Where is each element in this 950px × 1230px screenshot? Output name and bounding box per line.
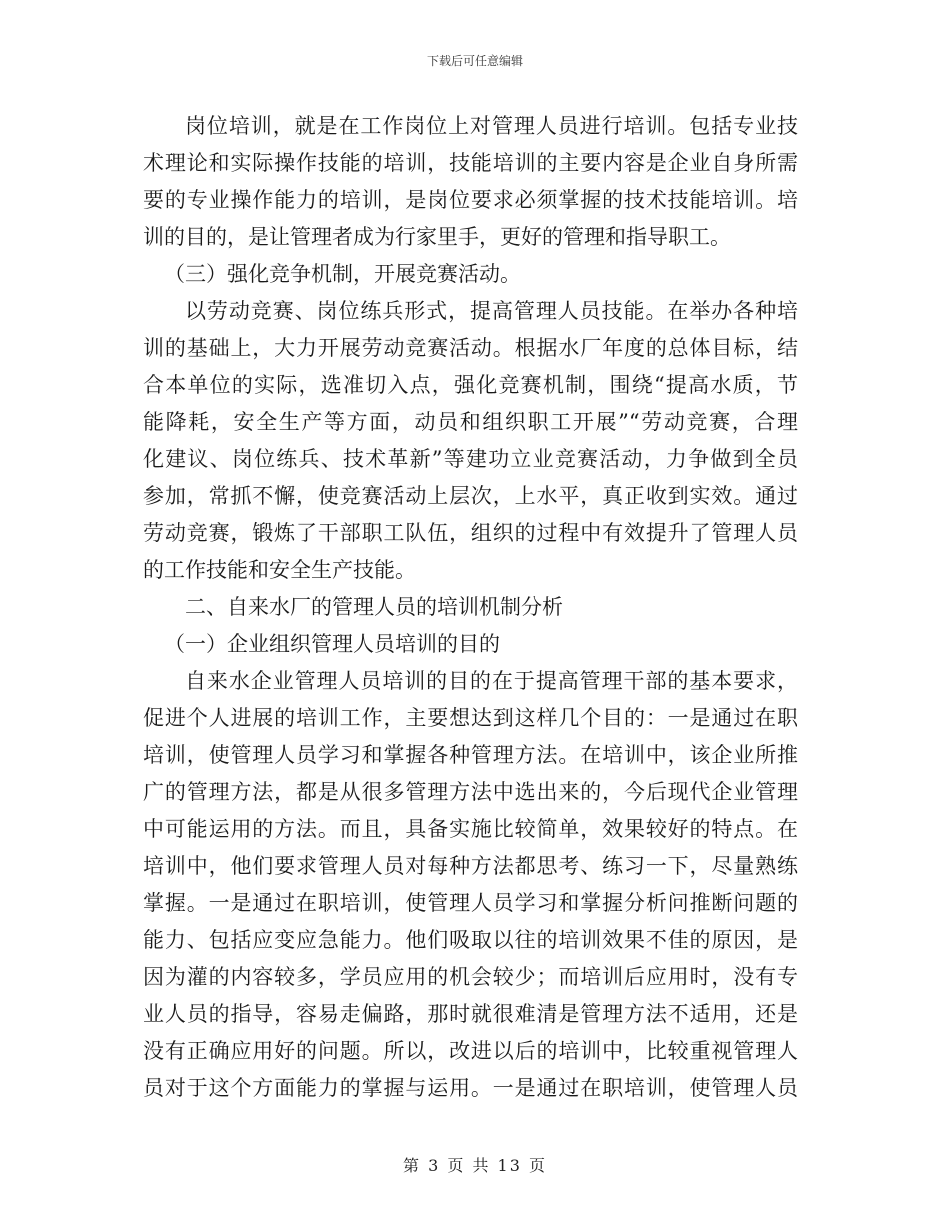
text-line: 业人员的指导，容易走偏路，那时就很难清是管理方法不适用，还是: [143, 1002, 798, 1026]
text-line: 以劳动竞赛、岗位练兵形式，提高管理人员技能。在举办各种培: [185, 299, 798, 323]
text-line: 合本单位的实际，选准切入点，强化竞赛机制，围绕“提高水质，节: [143, 373, 798, 397]
page-header: 下载后可任意编辑: [426, 54, 523, 68]
text-line: 要的专业操作能力的培训，是岗位要求必须掌握的技术技能培训。培: [143, 188, 798, 212]
text-line: 二、自来水厂的管理人员的培训机制分析: [185, 595, 563, 619]
text-line: 培训中，他们要求管理人员对每种方法都思考、练习一下，尽量熟练: [143, 854, 798, 878]
text-line: 能降耗，安全生产等方面，动员和组织职工开展”“劳动竞赛，合理: [143, 410, 798, 434]
text-line: 员对于这个方面能力的掌握与运用。一是通过在职培训，使管理人员: [143, 1076, 798, 1100]
text-line: 训的基础上，大力开展劳动竞赛活动。根据水厂年度的总体目标，结: [143, 336, 798, 360]
text-line: 广的管理方法，都是从很多管理方法中选出来的，今后现代企业管理: [143, 780, 798, 804]
text-line: （一）企业组织管理人员培训的目的: [164, 632, 500, 656]
text-line: 岗位培训，就是在工作岗位上对管理人员进行培训。包括专业技: [185, 114, 798, 138]
text-line: 参加，常抓不懈，使竞赛活动上层次，上水平，真正收到实效。通过: [143, 484, 798, 508]
document-body: [143, 108, 798, 1107]
text-line: 术理论和实际操作技能的培训，技能培训的主要内容是企业自身所需: [143, 151, 798, 175]
text-line: 没有正确应用好的问题。所以，改进以后的培训中，比较重视管理人: [143, 1039, 798, 1063]
text-line: 促进个人进展的培训工作，主要想达到这样几个目的：一是通过在职: [143, 706, 798, 730]
text-line: 能力、包括应变应急能力。他们吸取以往的培训效果不佳的原因，是: [143, 928, 798, 952]
text-line: 的工作技能和安全生产技能。: [143, 558, 416, 582]
text-line: 训的目的，是让管理者成为行家里手，更好的管理和指导职工。: [143, 225, 731, 249]
text-line: 自来水企业管理人员培训的目的在于提高管理干部的基本要求，: [185, 669, 798, 693]
text-line: 化建议、岗位练兵、技术革新”等建功立业竞赛活动，力争做到全员: [143, 447, 798, 471]
text-line: （三）强化竞争机制，开展竞赛活动。: [164, 262, 521, 286]
text-line: 培训，使管理人员学习和掌握各种管理方法。在培训中，该企业所推: [143, 743, 798, 767]
text-line: 掌握。一是通过在职培训，使管理人员学习和掌握分析问推断问题的: [143, 891, 798, 915]
text-line: 中可能运用的方法。而且，具备实施比较简单，效果较好的特点。在: [143, 817, 798, 841]
text-line: 因为灌的内容较多，学员应用的机会较少；而培训后应用时，没有专: [143, 965, 798, 989]
text-line: 劳动竞赛，锻炼了干部职工队伍，组织的过程中有效提升了管理人员: [143, 521, 798, 545]
page-number: 第 3 页 共 13 页: [403, 1156, 547, 1175]
